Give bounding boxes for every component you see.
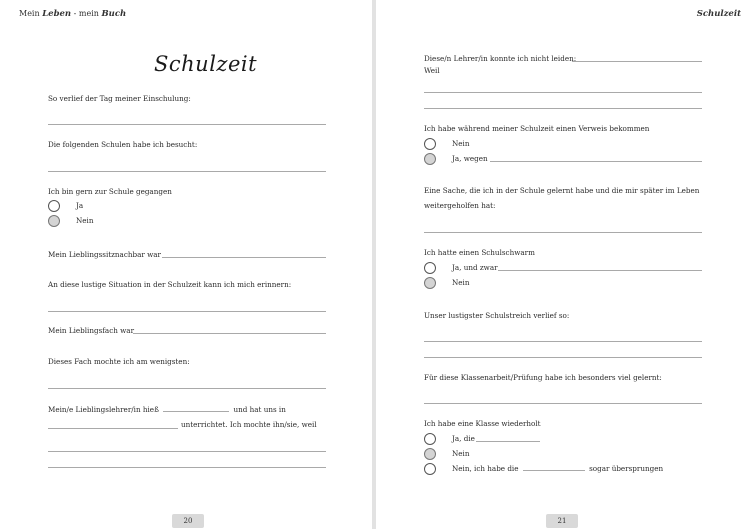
question-sitznachbar: Mein Lieblingssitznachbar war [48,250,161,259]
question-verweis: Ich habe während meiner Schulzeit einen Verweis bekommen [424,124,650,133]
radio-ja-wegen[interactable] [424,153,436,165]
question-klassenarbeit: Für diese Klassenarbeit/Prüfung habe ich besonders viel gelernt: [424,373,662,382]
header-book-title: Mein Leben - mein Buch [19,9,127,19]
weil-label: Weil [424,66,440,75]
option-ja-zwar-label: Ja, und zwar [452,263,498,272]
answer-line[interactable] [48,467,326,468]
question-gern: Ich bin gern zur Schule gegangen [48,187,172,196]
answer-line-fach[interactable] [133,333,326,334]
answer-line-klasse[interactable] [476,441,540,442]
answer-line-schwarm[interactable] [498,270,702,271]
answer-line[interactable] [424,92,702,93]
option-nein-label: Nein [452,449,470,458]
radio-nein[interactable] [424,277,436,289]
option-ja-label: Ja [76,201,84,210]
answer-line[interactable] [424,232,702,233]
question-wenigsten: Dieses Fach mochte ich am wenigsten: [48,357,190,366]
option-nein-label: Nein [452,278,470,287]
answer-line-lehrer-fach[interactable] [48,428,178,429]
radio-nein[interactable] [48,215,60,227]
answer-line[interactable] [48,388,326,389]
page-title: Schulzeit [154,52,258,76]
page-number: 20 [172,514,204,528]
option-ja-wegen-label: Ja, wegen [452,154,488,163]
right-page [376,0,750,529]
question-wiederholt: Ich habe eine Klasse wiederholt [424,419,541,428]
radio-ja-zwar[interactable] [424,262,436,274]
radio-ja-die[interactable] [424,433,436,445]
left-page [0,0,372,529]
answer-line[interactable] [48,124,326,125]
question-einschulung: So verlief der Tag meiner Einschulung: [48,94,191,103]
answer-line[interactable] [424,403,702,404]
question-schulen: Die folgenden Schulen habe ich besucht: [48,140,198,149]
answer-line-uebersprungen[interactable] [523,463,585,471]
page-number: 21 [546,514,578,528]
answer-line[interactable] [48,311,326,312]
radio-nein-uebersprungen[interactable] [424,463,436,475]
question-sache-line1: Eine Sache, die ich in der Schule gelernt habe und die mir später im Leben [424,186,700,195]
question-streich: Unser lustigster Schulstreich verlief so: [424,311,570,320]
question-schwarm: Ich hatte einen Schulschwarm [424,248,535,257]
option-ja-die-label: Ja, die [452,434,475,443]
answer-line[interactable] [48,451,326,452]
question-lehrer-line1: Mein/e Lieblingslehrer/in hieß und hat uns in [48,405,286,414]
answer-line-lehrer-name[interactable] [163,404,229,412]
question-lustig: An diese lustige Situation in der Schulzeit kann ich mich erinnern: [48,280,292,289]
question-fach: Mein Lieblingsfach war [48,326,135,335]
answer-line[interactable] [424,108,702,109]
option-nein-label: Nein [452,139,470,148]
answer-line[interactable] [48,171,326,172]
question-sache-line2: weitergeholfen hat: [424,201,496,210]
answer-line-sitznachbar[interactable] [162,257,326,258]
radio-nein[interactable] [424,138,436,150]
option-nein-label: Nein [76,216,94,225]
question-nicht-leiden: Diese/n Lehrer/in konnte ich nicht leiden: [424,54,577,63]
radio-nein[interactable] [424,448,436,460]
answer-line-nicht-leiden[interactable] [572,61,702,62]
answer-line[interactable] [424,357,702,358]
radio-ja[interactable] [48,200,60,212]
answer-line[interactable] [424,341,702,342]
header-chapter-title: Schulzeit [696,9,741,19]
question-lehrer-line2: unterrichtet. Ich mochte ihn/sie, weil [181,420,317,429]
option-nein-uebersprungen-label: Nein, ich habe die sogar übersprungen [452,464,664,473]
answer-line-verweis[interactable] [490,161,702,162]
